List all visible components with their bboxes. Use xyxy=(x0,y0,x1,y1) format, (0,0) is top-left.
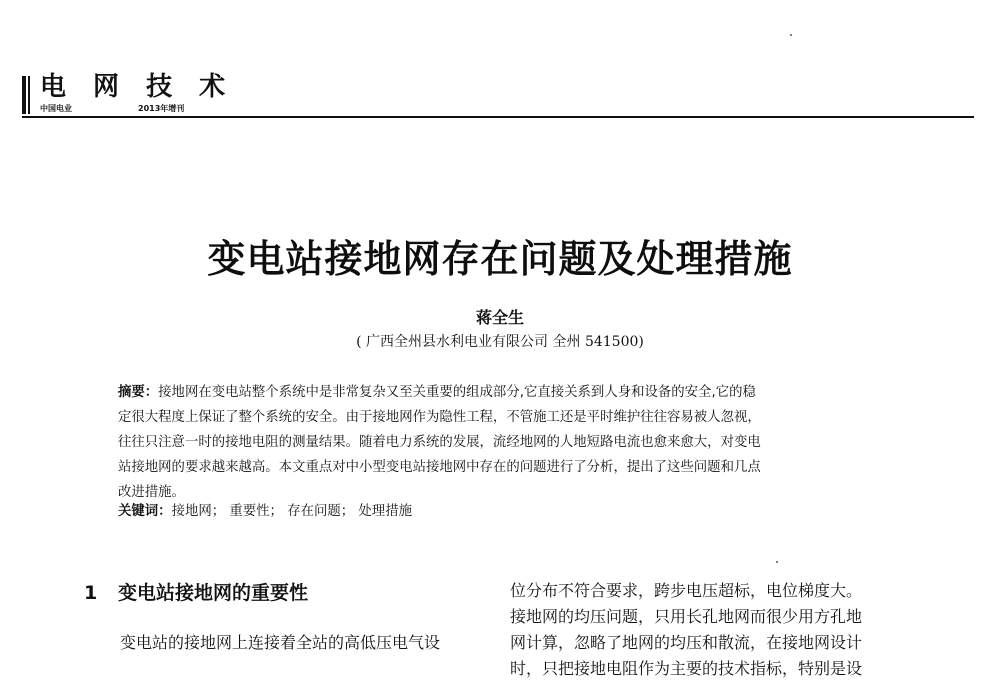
paper-author: 蒋全生 xyxy=(475,308,524,327)
author-affiliation: ( 广西全州县水利电业有限公司 全州 541500) xyxy=(356,334,644,350)
body-line: 位分布不符合要求，跨步电压超标，电位梯度大。 xyxy=(510,581,863,600)
section-title: 变电站接地网的重要性 xyxy=(118,582,309,604)
journal-issue: 2013年增刊 xyxy=(138,104,185,113)
body-line: 时，只把接地电阻作为主要的技术指标，特别是设 xyxy=(510,659,863,678)
section-number: 1 xyxy=(84,582,98,604)
abstract-label: 摘要： xyxy=(118,385,159,400)
abstract xyxy=(118,380,878,505)
body-line: 接地网的均压问题，只用长孔地网而很少用方孔地 xyxy=(510,607,863,626)
body-line: 变电站的接地网上连接着全站的高低压电气设 xyxy=(120,633,441,652)
masthead-bars-logo xyxy=(22,76,34,114)
journal-subtitle: 中国电业 xyxy=(40,104,72,113)
header-rule xyxy=(22,116,974,118)
keywords xyxy=(118,500,878,519)
section-heading xyxy=(84,578,308,605)
abstract-line: 站接地网的要求越来越高。本文重点对中小型变电站接地网中存在的问题进行了分析，提出了这些问题和几点 xyxy=(118,460,761,475)
abstract-line: 摘要：接地网在变电站整个系统中是非常复杂又至关重要的组成部分,它直接关系到人身和设备的安全,它的稳 xyxy=(118,385,756,400)
scan-speck xyxy=(776,561,778,563)
keywords-label: 关键词： xyxy=(118,504,172,519)
paper-title: 变电站接地网存在问题及处理措施 xyxy=(207,237,793,281)
abstract-line: 往往只注意一时的接地电阻的测量结果。随着电力系统的发展，流经地网的人地短路电流也愈来愈大，对变电 xyxy=(118,435,761,450)
body-line: 网计算，忽略了地网的均压和散流，在接地网设计 xyxy=(510,633,863,652)
right-column-text xyxy=(510,578,920,682)
journal-name: 电 网 技 术 xyxy=(40,72,235,102)
scan-speck xyxy=(790,34,792,36)
abstract-line: 改进措施。 xyxy=(118,485,185,500)
journal-masthead xyxy=(22,74,974,119)
abstract-line: 定很大程度上保证了整个系统的安全。由于接地网作为隐性工程，不管施工还是平时维护往往容易被人忽视， xyxy=(118,410,761,425)
left-column-text xyxy=(120,630,480,656)
keywords-text: 接地网； 重要性； 存在问题； 处理措施 xyxy=(171,504,412,519)
